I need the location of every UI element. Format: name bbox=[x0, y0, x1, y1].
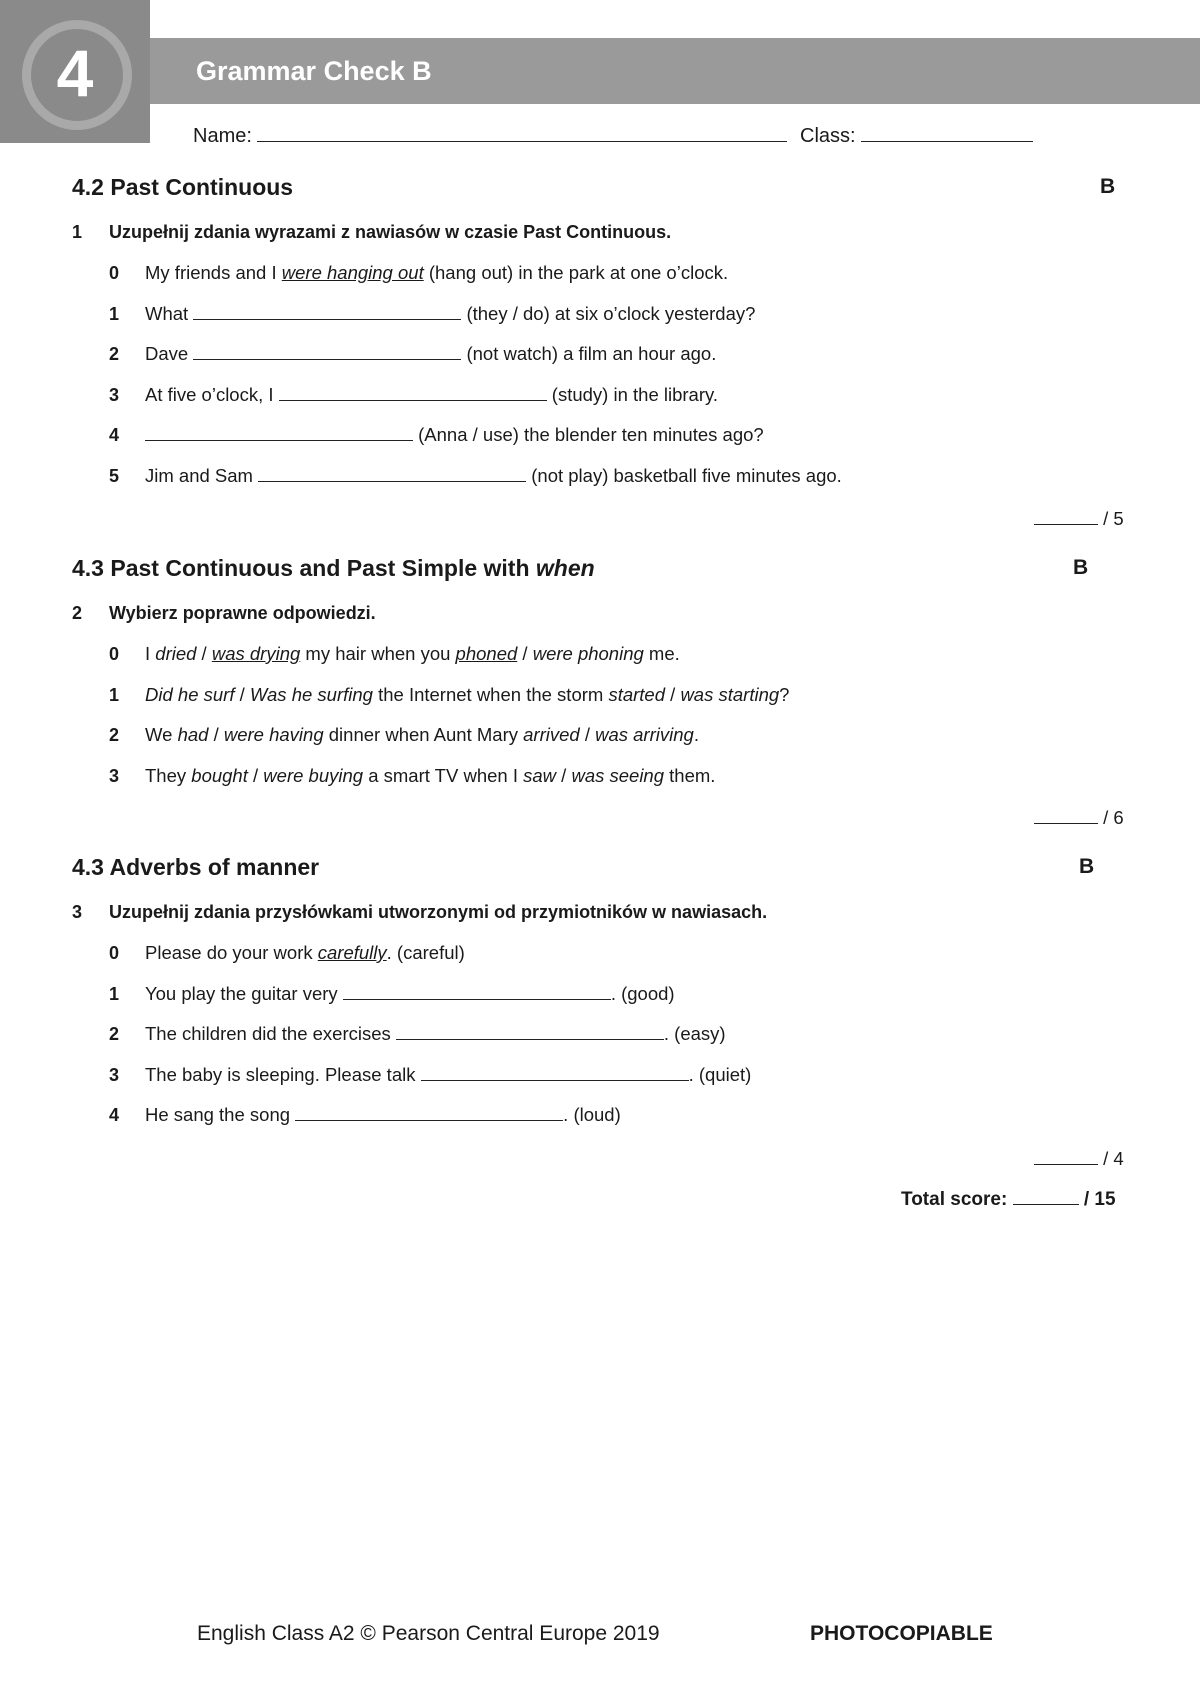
option-choice[interactable]: saw bbox=[523, 764, 557, 786]
item-text: The children did the exercises bbox=[145, 1023, 396, 1044]
item-number: 0 bbox=[109, 943, 120, 963]
option-choice[interactable]: was seeing bbox=[571, 764, 665, 786]
answer-blank[interactable] bbox=[193, 341, 461, 360]
footer-photocopiable: PHOTOCOPIABLE bbox=[810, 1622, 993, 1645]
score-blank[interactable] bbox=[1034, 506, 1098, 525]
item-text: . (quiet) bbox=[688, 1063, 752, 1085]
item-text: / bbox=[196, 643, 212, 664]
item-text: We bbox=[145, 724, 178, 745]
exercise-item bbox=[145, 641, 680, 667]
option-choice[interactable]: arrived bbox=[523, 724, 580, 745]
section-version: B bbox=[1100, 175, 1116, 198]
score-blank[interactable] bbox=[1034, 1146, 1098, 1165]
item-number: 2 bbox=[109, 344, 120, 364]
item-text: (they / do) at six o’clock yesterday? bbox=[461, 302, 756, 324]
option-choice[interactable]: started bbox=[608, 683, 666, 705]
item-number: 3 bbox=[109, 1064, 120, 1085]
page-title: Grammar Check B bbox=[196, 56, 432, 86]
total-score-blank[interactable] bbox=[1013, 1186, 1079, 1205]
option-choice[interactable]: had bbox=[177, 724, 209, 745]
option-choice[interactable]: dried bbox=[155, 643, 197, 664]
score-blank[interactable] bbox=[1034, 805, 1098, 824]
item-text: (not watch) a film an hour ago. bbox=[461, 343, 717, 364]
exercise-item bbox=[145, 1062, 751, 1088]
option-choice[interactable]: were buying bbox=[263, 764, 364, 786]
item-text: / bbox=[247, 764, 264, 786]
section-title-past-continuous: 4.2 Past Continuous bbox=[72, 174, 294, 200]
section-score: / 5 bbox=[1034, 506, 1124, 532]
exercise-number: 1 bbox=[72, 222, 83, 242]
exercise-number: 2 bbox=[72, 603, 83, 623]
class-field[interactable] bbox=[800, 122, 1033, 150]
item-text: They bbox=[145, 764, 192, 786]
total-score: Total score: / 15 bbox=[901, 1186, 1116, 1213]
exercise-item bbox=[145, 260, 728, 286]
item-number: 2 bbox=[109, 725, 120, 745]
item-text: I bbox=[145, 643, 156, 664]
item-text: (hang out) in the park at one o’clock. bbox=[423, 262, 729, 283]
item-text: The baby is sleeping. Please talk bbox=[145, 1063, 421, 1085]
exercise-item bbox=[145, 1102, 621, 1128]
class-label: Class: bbox=[800, 125, 856, 147]
exercise-item bbox=[145, 940, 465, 966]
item-text: (Anna / use) the blender ten minutes ago? bbox=[413, 424, 764, 445]
exercise-item bbox=[145, 382, 718, 408]
option-choice[interactable]: Did he surf bbox=[145, 683, 235, 705]
item-text: / bbox=[234, 683, 250, 705]
item-text: / bbox=[517, 643, 533, 664]
section-score: / 6 bbox=[1034, 805, 1124, 831]
exercise-item bbox=[145, 341, 716, 367]
answer-blank[interactable] bbox=[279, 382, 547, 401]
item-number: 5 bbox=[109, 465, 120, 486]
item-text: Please do your work bbox=[145, 942, 318, 963]
name-field[interactable] bbox=[193, 122, 787, 150]
item-number: 0 bbox=[109, 644, 120, 664]
exercise-item bbox=[145, 682, 789, 708]
option-choice[interactable]: Was he surfing bbox=[249, 683, 373, 705]
item-text: . (easy) bbox=[663, 1023, 726, 1044]
item-text: dinner when Aunt Mary bbox=[323, 724, 524, 745]
example-answer: were hanging out bbox=[281, 262, 424, 283]
item-number: 4 bbox=[109, 1105, 120, 1125]
item-text: a smart TV when I bbox=[363, 764, 524, 786]
item-number: 2 bbox=[109, 1024, 120, 1044]
option-choice[interactable]: bought bbox=[191, 764, 248, 786]
item-number: 3 bbox=[109, 384, 120, 405]
item-number: 1 bbox=[109, 303, 120, 324]
item-text: / bbox=[208, 724, 224, 745]
option-choice[interactable]: were having bbox=[223, 724, 324, 745]
answer-blank[interactable] bbox=[145, 422, 413, 441]
example-answer: carefully bbox=[317, 942, 387, 963]
exercise-item bbox=[145, 981, 675, 1007]
item-number: 3 bbox=[109, 765, 120, 786]
item-text: . (loud) bbox=[563, 1104, 621, 1125]
item-text: . (careful) bbox=[386, 942, 465, 963]
item-text: You play the guitar very bbox=[145, 982, 343, 1004]
section-version: B bbox=[1073, 556, 1089, 579]
unit-number: 4 bbox=[56, 36, 94, 110]
item-text: Dave bbox=[145, 343, 194, 364]
exercise-instruction: Uzupełnij zdania przysłówkami utworzonymi od przymiotników w nawiasach. bbox=[109, 902, 768, 922]
answer-blank[interactable] bbox=[396, 1021, 664, 1040]
item-text: them. bbox=[664, 764, 716, 786]
item-number: 0 bbox=[109, 263, 120, 283]
answer-blank[interactable] bbox=[193, 301, 461, 320]
item-number: 1 bbox=[109, 684, 120, 705]
item-text: / bbox=[665, 683, 681, 705]
item-text: / bbox=[556, 764, 572, 786]
exercise-item bbox=[145, 463, 842, 489]
option-choice[interactable]: was starting bbox=[680, 683, 780, 705]
item-text: (study) in the library. bbox=[546, 383, 719, 405]
item-number: 1 bbox=[109, 983, 120, 1004]
exercise-number: 3 bbox=[72, 902, 83, 922]
exercise-item bbox=[145, 1021, 726, 1047]
item-text: (not play) basketball five minutes ago. bbox=[526, 464, 842, 486]
item-text: What bbox=[145, 302, 194, 324]
answer-blank[interactable] bbox=[421, 1062, 689, 1081]
item-text: At five o’clock, I bbox=[145, 383, 279, 405]
exercise-item bbox=[145, 301, 755, 327]
option-choice[interactable]: was arriving bbox=[595, 724, 694, 745]
option-choice[interactable]: phoned bbox=[455, 643, 518, 664]
name-label: Name: bbox=[193, 125, 252, 147]
item-text: . bbox=[693, 724, 699, 745]
section-score: / 4 bbox=[1034, 1146, 1124, 1172]
option-choice[interactable]: was drying bbox=[211, 643, 301, 664]
section-title-adverbs: 4.3 Adverbs of manner bbox=[72, 854, 320, 880]
answer-blank[interactable] bbox=[258, 463, 526, 482]
section-version: B bbox=[1079, 855, 1095, 878]
exercise-item bbox=[145, 422, 764, 448]
answer-blank[interactable] bbox=[295, 1102, 563, 1121]
option-choice[interactable]: were phoning bbox=[532, 643, 644, 664]
item-number: 4 bbox=[109, 425, 120, 445]
item-text: My friends and I bbox=[145, 262, 282, 283]
exercise-item bbox=[145, 763, 715, 789]
section-title-past-simple-when: 4.3 Past Continuous and Past Simple with when bbox=[72, 555, 595, 581]
exercise-instruction: Wybierz poprawne odpowiedzi. bbox=[109, 603, 376, 623]
item-text: ? bbox=[779, 683, 790, 705]
answer-blank[interactable] bbox=[343, 981, 611, 1000]
item-text: my hair when you bbox=[300, 643, 456, 664]
item-text: . (good) bbox=[610, 982, 675, 1004]
exercise-item bbox=[145, 722, 699, 748]
exercise-instruction: Uzupełnij zdania wyrazami z nawiasów w czasie Past Continuous. bbox=[109, 222, 672, 242]
item-text: He sang the song bbox=[145, 1104, 296, 1125]
item-text: Jim and Sam bbox=[145, 464, 259, 486]
item-text: / bbox=[579, 724, 596, 745]
footer-copyright: English Class A2 © Pearson Central Europe 2019 bbox=[197, 1622, 660, 1645]
item-text: me. bbox=[643, 643, 680, 664]
item-text: the Internet when the storm bbox=[372, 683, 609, 705]
